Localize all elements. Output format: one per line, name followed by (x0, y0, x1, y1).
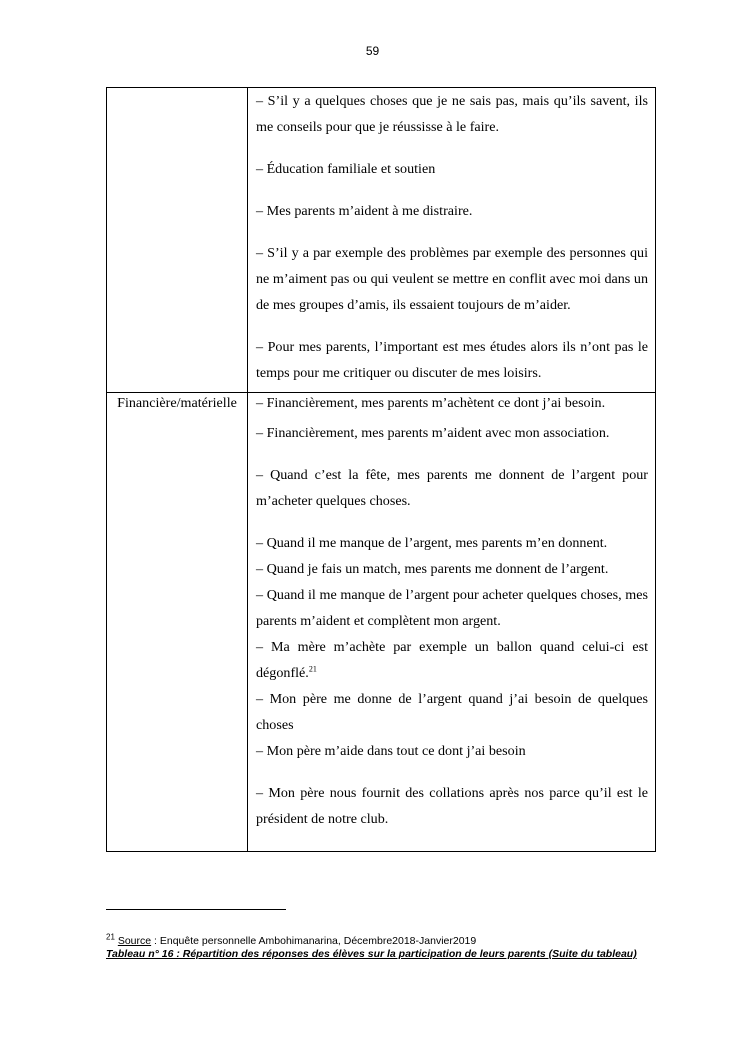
row2-entry-10: – Mon père nous fournit des collations après nos parce qu’il est le président de notre club. (256, 785, 648, 827)
row1-entry-5: – Pour mes parents, l’important est mes études alors ils n’ont pas le temps pour me critiquer ou discuter de mes loisirs. (256, 339, 648, 381)
row2-entry-2: – Financièrement, mes parents m’aident avec mon association. (256, 425, 610, 441)
row-divider (107, 392, 655, 393)
footnote-source-label: Source (117, 935, 152, 947)
row2-entry-7 (256, 634, 648, 686)
footnote-number: 21 (106, 932, 115, 942)
footnote-text: : Enquête personnelle Ambohimanarina, Décembre2018-Janvier2019 (151, 935, 477, 947)
row1-entry-2: – Éducation familiale et soutien (256, 161, 436, 177)
row2-entry-6: – Quand il me manque de l’argent pour acheter quelques choses, mes parents m’aident et complètent mon argent. (256, 587, 648, 629)
footnote (106, 932, 666, 947)
row2-entry-4: – Quand il me manque de l’argent, mes parents m’en donnent. (256, 535, 608, 551)
row1-responses-cell (256, 88, 648, 386)
row2-entry-5: – Quand je fais un match, mes parents me donnent de l’argent. (256, 561, 609, 577)
page-number: 59 (365, 44, 380, 58)
responses-table (106, 87, 656, 852)
row2-responses-cell (256, 394, 648, 832)
column-divider (247, 88, 248, 851)
row2-category-cell: Financière/matérielle (117, 395, 237, 411)
row2-entry-9: – Mon père m’aide dans tout ce dont j’ai besoin (256, 743, 526, 759)
row2-entry-3: – Quand c’est la fête, mes parents me donnent de l’argent pour m’acheter quelques choses. (256, 467, 648, 509)
footnote-reference[interactable]: 21 (308, 664, 317, 674)
footnote-separator (106, 909, 286, 910)
row1-entry-4: – S’il y a par exemple des problèmes par exemple des personnes qui ne m’aiment pas ou qui veulent se mettre en conflit avec moi dans un de mes groupes d’amis, ils essaient toujours de m’aider. (256, 245, 648, 313)
row1-entry-1: – S’il y a quelques choses que je ne sais pas, mais qu’ils savent, ils me conseils pour que je réussisse à le faire. (256, 93, 648, 135)
row2-entry-1: – Financièrement, mes parents m’achètent ce dont j’ai besoin. (256, 395, 606, 411)
row2-entry-8: – Mon père me donne de l’argent quand j’ai besoin de quelques choses (256, 691, 648, 733)
table-caption: Tableau n° 16 : Répartition des réponses des élèves sur la participation de leurs parents (Suite du tableau) (106, 948, 637, 960)
row2-entry-7-text: – Ma mère m’achète par exemple un ballon quand celui-ci est dégonflé. (256, 639, 648, 681)
row1-entry-3: – Mes parents m’aident à me distraire. (256, 203, 473, 219)
